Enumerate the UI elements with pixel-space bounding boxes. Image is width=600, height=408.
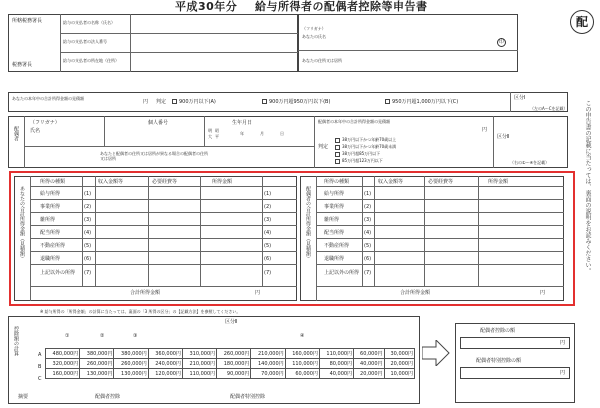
calc-left-b3: (3) <box>264 217 272 223</box>
calc-right-num-3: (3) <box>364 217 372 223</box>
calc-right-row-5: 不動産所得 <box>324 243 350 249</box>
category-1-label: 区分Ⅰ <box>514 95 526 101</box>
deduction-col-2: ② <box>100 333 105 339</box>
calc-right-h2: 収入金額等 <box>378 179 404 185</box>
calc-right-row-2: 事業所得 <box>324 204 345 210</box>
calc-right-num-7: (7) <box>364 270 372 276</box>
calc-right-h3: 必要経費等 <box>428 179 454 185</box>
deduction-cell: 70,000円 <box>251 369 285 379</box>
employee-name-field[interactable] <box>345 22 515 48</box>
deduction-cell: 260,000円 <box>114 359 148 369</box>
calc-right-num-1: (1) <box>364 191 372 197</box>
deduction-row <box>46 359 415 369</box>
spouse-birth-label: 生年月日 <box>232 120 253 126</box>
calc-right-row-4: 配当所得 <box>324 230 345 236</box>
result-spouse-deduction: 配偶者控除の額 <box>480 328 516 334</box>
employer-address-label: 給与の支払者の所在地（住所） <box>63 58 119 63</box>
deduction-cell: 30,000円 <box>384 349 414 359</box>
deduction-cell: 40,000円 <box>354 359 384 369</box>
deduction-cell: 240,000円 <box>148 359 182 369</box>
calc-left-b5: (5) <box>264 243 272 249</box>
judgment-row-3[interactable]: 38万円超85万円以下 <box>335 151 380 157</box>
employee-name-label: あなたの氏名 <box>302 34 326 39</box>
deduction-cell: 60,000円 <box>285 369 319 379</box>
employer-name-label: 給与の支払者の名称（氏名） <box>63 20 115 25</box>
deduction-cell: 320,000円 <box>46 359 80 369</box>
deduction-cell: 110,000円 <box>285 359 319 369</box>
deduction-cell: 130,000円 <box>114 369 148 379</box>
deduction-footer-left: 摘要 <box>18 394 29 400</box>
calc-right-row-1: 給与所得 <box>324 191 345 197</box>
spouse-birth-era-2: 大 <box>208 134 212 139</box>
income-row-unit: 円 <box>143 99 149 105</box>
deduction-col-4: ④ <box>300 333 305 339</box>
right-arrow-icon <box>422 340 450 366</box>
deduction-cell: 140,000円 <box>251 359 285 369</box>
tax-office-label: 所轄税務署長 <box>12 18 43 24</box>
calc-right-row-6: 退職所得 <box>324 256 345 262</box>
deduction-cell: 130,000円 <box>80 369 114 379</box>
calc-right-total: 合計所得金額 <box>400 290 431 296</box>
calc-left-row-3: 雑所得 <box>40 217 56 223</box>
calc-left-b6: (6) <box>264 256 272 262</box>
deduction-footer-right: 配偶者特別控除 <box>230 394 266 400</box>
calc-left-row-1: 給与所得 <box>40 191 61 197</box>
income-option-a[interactable]: 900万円以下(A) <box>172 99 216 105</box>
calc-left-b4: (4) <box>264 230 272 236</box>
calc-left-row-7: 上記以外の所得 <box>40 270 76 276</box>
deduction-cell: 10,000円 <box>384 369 414 379</box>
income-judgment-label: 判定 <box>156 99 167 105</box>
calc-left-num-5: (5) <box>84 243 92 249</box>
spouse-birth-month: 月 <box>260 131 264 136</box>
calc-left-h1: 所得の種類 <box>40 179 66 185</box>
deduction-cell: 110,000円 <box>319 349 353 359</box>
income-row-label: あなたの本年中の合計所得金額の見積額 <box>12 96 84 101</box>
spouse-number-field[interactable] <box>106 128 202 137</box>
category-2-note: （右の①～④を記載） <box>510 160 550 165</box>
calc-left-b7: (7) <box>264 270 272 276</box>
deduction-cell: 40,000円 <box>319 369 353 379</box>
deduction-header: 区分Ⅱ <box>225 319 238 325</box>
deduction-row-c: C <box>38 376 42 382</box>
deduction-cell: 20,000円 <box>384 359 414 369</box>
deduction-cell: 20,000円 <box>354 369 384 379</box>
deduction-side-label: 控除額の計算 <box>13 326 19 356</box>
calc-left-b1: (1) <box>264 191 272 197</box>
spouse-birth-year: 年 <box>240 131 244 136</box>
spouse-birth-era-4: 平 <box>215 134 219 139</box>
deduction-row <box>46 369 415 379</box>
deduction-footer-mid: 配偶者控除 <box>95 394 121 400</box>
employee-address-label: あなたの住所又は居所 <box>302 58 342 63</box>
calc-left-h2: 収入金額等 <box>98 179 124 185</box>
deduction-cell: 360,000円 <box>148 349 182 359</box>
side-instruction: この申告書の記載に当たっては、裏面の説明をお読みください。 <box>584 100 591 274</box>
deduction-cell: 160,000円 <box>46 369 80 379</box>
calc-left-total: 合計所得金額 <box>130 290 161 296</box>
deduction-cell: 90,000円 <box>217 369 251 379</box>
calc-left-b2: (2) <box>264 204 272 210</box>
category-2-label: 区分Ⅱ <box>497 134 510 140</box>
spouse-section <box>8 116 568 168</box>
form-seal-icon: 配 <box>570 10 594 34</box>
calc-right-num-2: (2) <box>364 204 372 210</box>
deduction-row-a: A <box>38 352 42 358</box>
deduction-cell: 120,000円 <box>148 369 182 379</box>
calc-right-h1: 所得の種類 <box>324 179 350 185</box>
calc-right-h4: 所得金額 <box>488 179 509 185</box>
calc-left-num-1: (1) <box>84 191 92 197</box>
calc-right-num-5: (5) <box>364 243 372 249</box>
calc-left-num-3: (3) <box>84 217 92 223</box>
calc-left-row-6: 退職所得 <box>40 256 61 262</box>
deduction-cell: 60,000円 <box>354 349 384 359</box>
spouse-name-label: 氏名 <box>30 128 41 134</box>
personal-seal-icon: 印 <box>498 39 504 45</box>
judgment-row-4[interactable]: 85万円超123万円以下 <box>335 158 383 164</box>
result-unit-2: 円 <box>560 370 566 376</box>
calc-right-row-3: 雑所得 <box>324 217 340 223</box>
deduction-cell: 260,000円 <box>80 359 114 369</box>
tax-office-suffix: 税務署長 <box>12 62 33 68</box>
deduction-cell: 110,000円 <box>182 369 216 379</box>
calc-left-row-2: 事業所得 <box>40 204 61 210</box>
deduction-row <box>46 349 415 359</box>
result-unit-1: 円 <box>560 340 566 346</box>
deduction-cell: 260,000円 <box>217 349 251 359</box>
calc-left-num-4: (4) <box>84 230 92 236</box>
result-special-deduction: 配偶者特別控除の額 <box>476 358 522 364</box>
deduction-cell: 180,000円 <box>217 359 251 369</box>
result-spouse-field[interactable] <box>460 337 570 349</box>
calc-left-row-4: 配当所得 <box>40 230 61 236</box>
deduction-cell: 380,000円 <box>114 349 148 359</box>
calc-left-row-5: 不動産所得 <box>40 243 66 249</box>
spouse-birth-era-1: 明 <box>208 128 212 133</box>
calc-left-side-label: あなたの合計所得金額（見積額） <box>19 186 25 261</box>
calc-right-num-6: (6) <box>364 256 372 262</box>
deduction-col-3: ③ <box>133 333 138 339</box>
spouse-birth-era-3: 昭 <box>215 128 219 133</box>
employer-number-label: 給与の支払者の法人番号 <box>63 39 107 44</box>
spouse-birth-day: 日 <box>280 131 284 136</box>
calc-left-h4: 所得金額 <box>212 179 233 185</box>
spouse-furigana: （フリガナ） <box>30 120 60 126</box>
employee-furigana: （フリガナ） <box>302 26 326 31</box>
income-option-b[interactable]: 900万円超950万円以下(B) <box>262 99 330 105</box>
form-era: 平成30年分 <box>175 0 238 13</box>
employer-number-field[interactable] <box>132 35 296 50</box>
judgment-row-1[interactable]: 38万円以下かつ年齢70歳以上 <box>335 137 396 143</box>
deduction-grid <box>45 348 415 379</box>
calc-right-total-unit: 円 <box>540 290 546 296</box>
spouse-estimate-unit: 円 <box>482 127 488 133</box>
calc-left-num-6: (6) <box>84 256 92 262</box>
income-option-c[interactable]: 950万円超1,000万円以下(C) <box>385 99 458 105</box>
result-special-field[interactable] <box>460 367 570 379</box>
calc-right-total-field[interactable] <box>480 288 538 298</box>
deduction-cell: 380,000円 <box>80 349 114 359</box>
calc-right-row-7: 上記以外の所得 <box>324 270 360 276</box>
spouse-number-label: 個人番号 <box>148 120 169 126</box>
deduction-cell: 210,000円 <box>251 349 285 359</box>
spouse-estimate-title: 配偶者の本年中の合計所得金額の見積額 <box>318 119 390 124</box>
deduction-col-1: ① <box>65 333 70 339</box>
deduction-cell: 310,000円 <box>182 349 216 359</box>
deduction-cell: 210,000円 <box>182 359 216 369</box>
calc-right-num-4: (4) <box>364 230 372 236</box>
spouse-address-label: あなたと配偶者の住所又は居所が異なる場合の配偶者の住所又は居所 <box>100 151 208 161</box>
form-title: 給与所得者の配偶者控除等申告書 <box>255 0 428 13</box>
deduction-cell: 480,000円 <box>46 349 80 359</box>
spouse-side-label: 配偶者 <box>13 126 19 141</box>
deduction-row-b: B <box>38 364 42 370</box>
calc-right-side-label: 配偶者の合計所得金額（見積額） <box>305 186 311 261</box>
calc-left-num-7: (7) <box>84 270 92 276</box>
category-1-note: （左のA～Cを記載） <box>530 106 568 111</box>
calc-left-h3: 必要経費等 <box>152 179 178 185</box>
deduction-cell: 80,000円 <box>319 359 353 369</box>
deduction-cell: 160,000円 <box>285 349 319 359</box>
calc-left-total-field[interactable] <box>200 288 260 298</box>
calc-left-total-unit: 円 <box>255 290 261 296</box>
judgment-row-2[interactable]: 38万円以下かつ年齢70歳未満 <box>335 144 396 150</box>
footer-note: ※ 給与所得の「所得金額」の計算に当たっては、裏面の「3 所得の区分」の【記載方法】を参照してください。 <box>40 309 241 314</box>
calc-left-num-2: (2) <box>84 204 92 210</box>
spouse-judgment-label: 判定 <box>318 144 329 150</box>
